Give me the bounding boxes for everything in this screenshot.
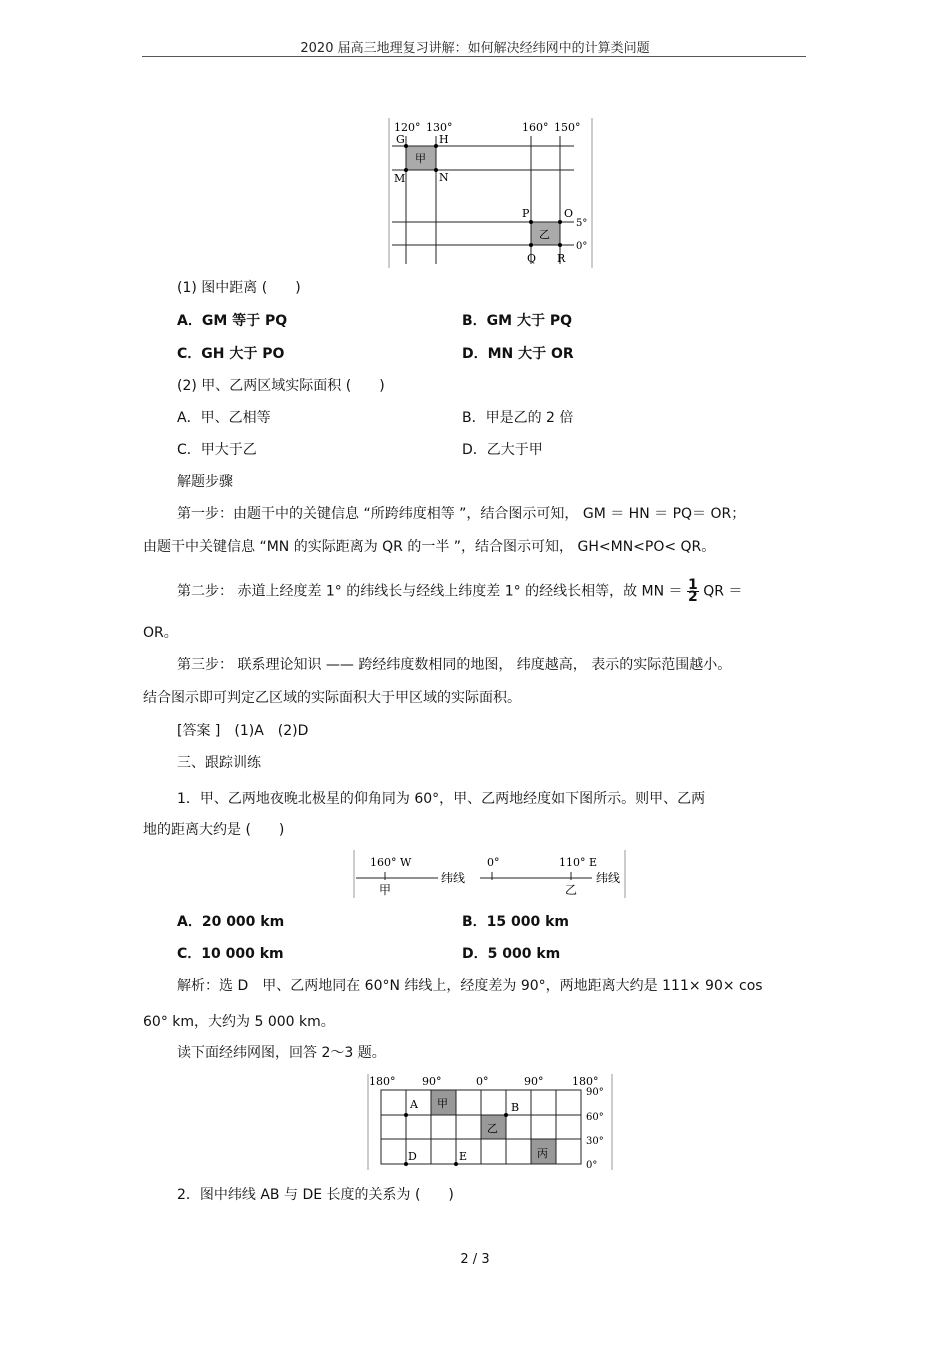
lon-label-150: 150° — [554, 121, 581, 134]
page-number: 2 / 3 — [460, 1252, 490, 1267]
fraction-numerator: 1 — [687, 577, 698, 593]
lon-180-left: 180° — [369, 1075, 396, 1088]
lon-90-left: 90° — [422, 1075, 442, 1088]
lat-90: 90° — [586, 1087, 604, 1098]
point-g: G — [396, 133, 405, 146]
lon-110e: 110° E — [559, 856, 598, 869]
lon-0: 0° — [476, 1075, 489, 1088]
lon-label-130: 130° — [426, 121, 453, 134]
point-o: O — [564, 207, 574, 220]
t1-stem-line-1: 1．甲、乙两地夜晚北极星的仰角同为 60°，甲、乙两地经度如下图所示。则甲、乙两 — [177, 791, 706, 807]
point-r: R — [557, 252, 566, 265]
t1-option-b[interactable]: B．15 000 km — [462, 914, 570, 930]
region-bing: 丙 — [537, 1147, 548, 1160]
q1-option-c[interactable]: C．GH 大于 PO — [177, 346, 285, 362]
point-a: A — [410, 1098, 418, 1111]
step-2-line-2: OR。 — [143, 625, 178, 641]
page-header: 2020 届高三地理复习讲解：如何解决经纬网中的计算类问题 — [300, 41, 650, 56]
section-tracking-practice: 三、跟踪训练 — [177, 755, 261, 771]
region-yi: 乙 — [487, 1122, 498, 1135]
step-3-line-2: 结合图示即可判定乙区域的实际面积大于甲区域的实际面积。 — [143, 690, 521, 706]
t1-option-c[interactable]: C．10 000 km — [177, 946, 284, 962]
region-jia: 甲 — [415, 152, 426, 165]
steps-title: 解题步骤 — [177, 474, 233, 490]
q1-option-a[interactable]: A．GM 等于 PQ — [177, 313, 288, 329]
step-2-text: 第二步： 赤道上经度差 1° 的纬线长与经线上纬度差 1° 的经线长相等，故 MN ＝ — [177, 583, 683, 600]
region-yi: 乙 — [539, 228, 550, 241]
lon-label-120: 120° — [394, 121, 421, 134]
step-2-text-tail: QR ＝ — [703, 583, 743, 600]
fraction-one-half — [687, 577, 699, 605]
lon-90-right: 90° — [524, 1075, 544, 1088]
point-q: Q — [527, 252, 537, 265]
t1-option-a[interactable]: A．20 000 km — [177, 914, 285, 930]
t1-analysis-line-2: 60° km，大约为 5 000 km。 — [143, 1014, 335, 1030]
q1-option-b[interactable]: B．GM 大于 PQ — [462, 313, 573, 329]
q2-option-d[interactable]: D．乙大于甲 — [462, 442, 543, 458]
point-p: P — [522, 207, 530, 220]
lon-label-160: 160° — [522, 121, 549, 134]
step-2-line-1 — [177, 577, 743, 605]
place-yi: 乙 — [565, 883, 578, 897]
q2-option-c[interactable]: C．甲大于乙 — [177, 442, 257, 458]
figure-3-grid-map — [366, 1072, 616, 1172]
lon-0: 0° — [487, 856, 500, 869]
lat-0: 0° — [586, 1160, 598, 1171]
t1-stem-line-2: 地的距离大约是 ( ) — [143, 822, 285, 838]
header-divider — [142, 56, 806, 57]
point-e: E — [459, 1150, 468, 1163]
point-m: M — [394, 172, 406, 185]
region-jia: 甲 — [437, 1097, 448, 1110]
t1-analysis-line-1: 解析：选 D 甲、乙两地同在 60°N 纬线上，经度差为 90°，两地距离大约是 111× 90× cos — [177, 978, 763, 994]
step-3-line-1: 第三步： 联系理论知识 —— 跨经纬度数相同的地图， 纬度越高， 表示的实际范围越小。 — [177, 657, 732, 673]
answer: [答案 ] (1)A (2)D — [177, 723, 309, 739]
point-n: N — [439, 171, 449, 184]
figure-2-latitude-line — [352, 850, 628, 900]
q1-option-d[interactable]: D．MN 大于 OR — [462, 346, 574, 362]
q2-stem: (2) 甲、乙两区域实际面积 ( ) — [177, 378, 385, 394]
latitude-line-label-1: 纬线 — [441, 871, 466, 885]
read-map-instruction: 读下面经纬网图，回答 2～3 题。 — [177, 1045, 386, 1061]
lon-180-right: 180° — [572, 1075, 599, 1088]
lat-label-5: 5° — [576, 218, 588, 229]
step-1-line-1: 第一步：由题干中的关键信息 “所跨纬度相等 ”，结合图示可知， GM ＝ HN ＝ PQ＝ OR； — [177, 506, 746, 522]
figure-1-lat-lon-grid — [386, 116, 596, 270]
q1-stem: (1) 图中距离 ( ) — [177, 280, 301, 296]
q2-option-b[interactable]: B．甲是乙的 2 倍 — [462, 410, 574, 426]
t2-stem: 2．图中纬线 AB 与 DE 长度的关系为 ( ) — [177, 1187, 454, 1203]
t1-option-d[interactable]: D．5 000 km — [462, 946, 561, 962]
step-1-line-2: 由题干中关键信息 “MN 的实际距离为 QR 的一半 ”，结合图示可知， GH<MN<PO< QR。 — [143, 539, 716, 555]
point-d: D — [408, 1150, 417, 1163]
place-jia: 甲 — [379, 883, 392, 897]
point-b: B — [511, 1101, 520, 1114]
lat-30: 30° — [586, 1136, 604, 1147]
lat-60: 60° — [586, 1112, 604, 1123]
lat-label-0: 0° — [576, 241, 588, 252]
point-h: H — [439, 133, 449, 146]
latitude-line-label-2: 纬线 — [596, 871, 621, 885]
q2-option-a[interactable]: A．甲、乙相等 — [177, 410, 271, 426]
fraction-denominator: 2 — [687, 589, 698, 605]
lon-160w: 160° W — [370, 856, 412, 869]
